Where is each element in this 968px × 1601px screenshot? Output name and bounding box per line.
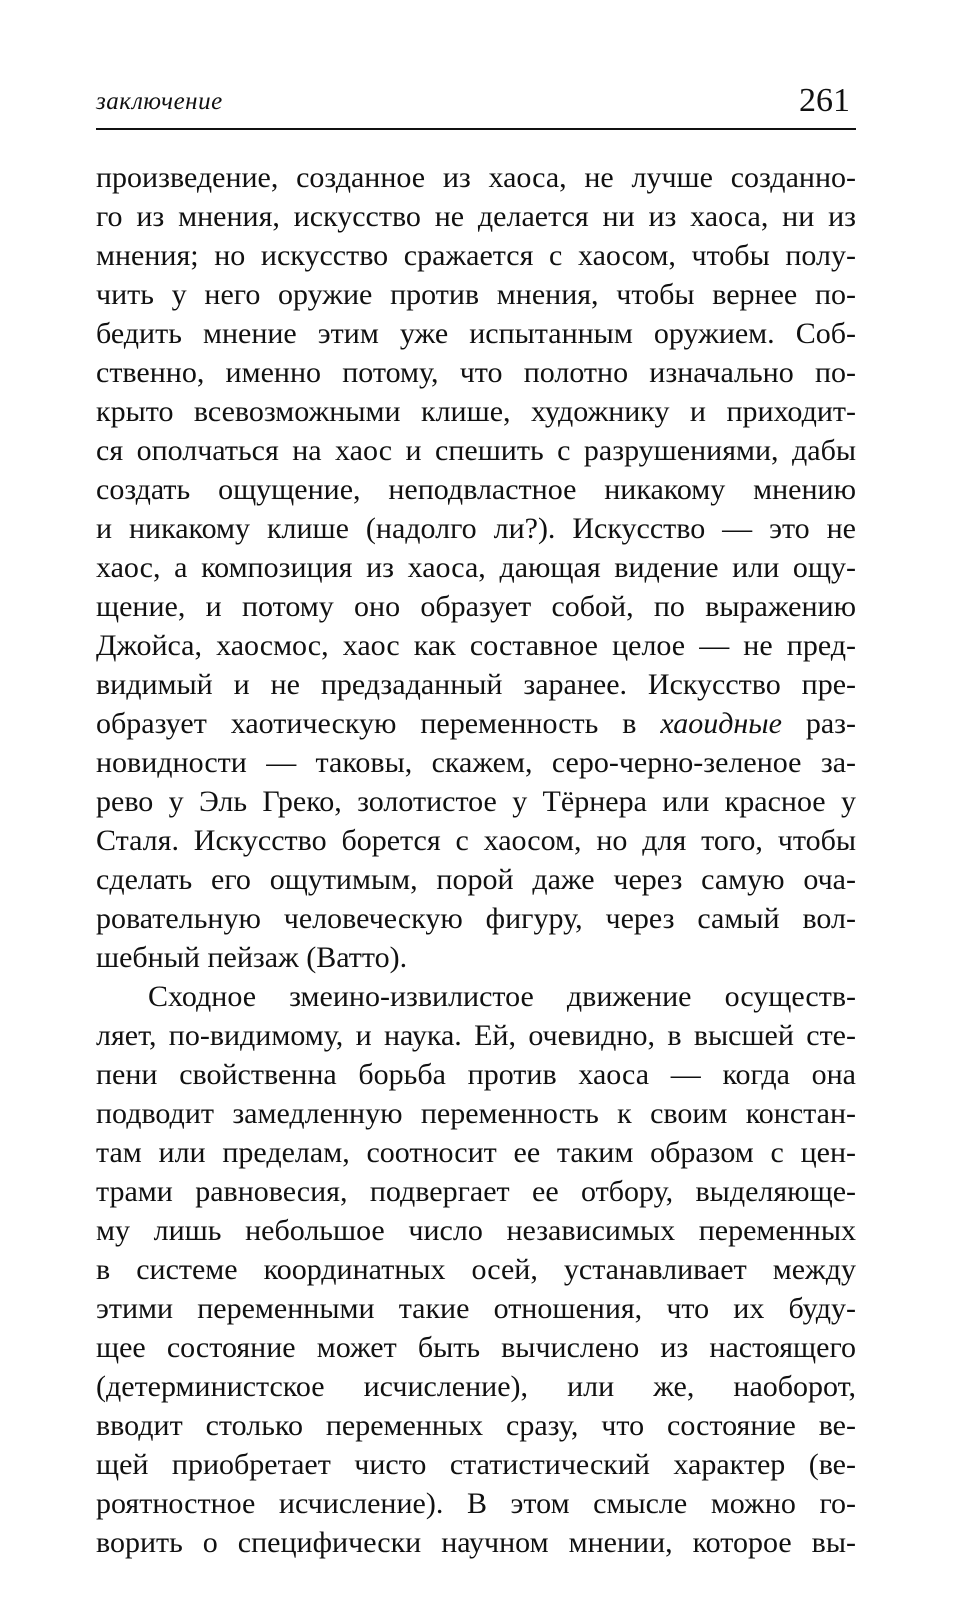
text-line: там или пределам, соотносит ее таким образом с цен- [96, 1136, 856, 1169]
text-line: крыто всевозможными клише, художнику и приходит- [96, 395, 856, 428]
text-fragment: образует хаотическую переменность в [96, 707, 661, 740]
text-line: ляет, по-видимому, и наука. Ей, очевидно, в высшей сте- [96, 1019, 856, 1052]
text-line: ственно, именно потому, что полотно изначально по- [96, 356, 856, 389]
text-line: подводит замедленную переменность к своим констан- [96, 1097, 856, 1130]
text-line: трами равновесия, подвергает ее отбору, выделяюще- [96, 1175, 856, 1208]
text-line: му лишь небольшое число независимых переменных [96, 1214, 856, 1247]
text-line: мнения; но искусство сражается с хаосом, чтобы полу- [96, 239, 856, 272]
emphasized-word: хаоидные [660, 707, 782, 740]
page-number: 261 [799, 82, 850, 119]
text-line: ся ополчаться на хаос и спешить с разрушениями, дабы [96, 434, 856, 467]
body-text [96, 158, 856, 1562]
text-line: щее состояние может быть вычислено из настоящего [96, 1331, 856, 1364]
text-line: рево у Эль Греко, золотистое у Тёрнера или красное у [96, 785, 856, 818]
text-line: го из мнения, искусство не делается ни из хаоса, ни из [96, 200, 856, 233]
text-line: Сталя. Искусство борется с хаосом, но для того, чтобы [96, 824, 856, 857]
text-line: хаос, а композиция из хаоса, дающая видение или ощу- [96, 551, 856, 584]
text-line: создать ощущение, неподвластное никакому мнению [96, 473, 856, 506]
text-line: ровательную человеческую фигуру, через самый вол- [96, 902, 856, 935]
text-line: вводит столько переменных сразу, что состояние ве- [96, 1409, 856, 1442]
text-line: бедить мнение этим уже испытанным оружием. Соб- [96, 317, 856, 350]
section-title: заключение [96, 88, 223, 115]
text-line: щей приобретает чисто статистический характер (ве- [96, 1448, 856, 1481]
text-line: и никакому клише (надолго ли?). Искусство — это не [96, 512, 856, 545]
text-line: произведение, созданное из хаоса, не лучше созданно- [96, 161, 856, 194]
text-line: шебный пейзаж (Ватто). [96, 941, 408, 974]
text-line: (детерминистское исчисление), или же, наоборот, [96, 1370, 856, 1403]
text-line: в системе координатных осей, устанавливает между [96, 1253, 856, 1286]
text-line: ворить о специфически научном мнении, которое вы- [96, 1526, 856, 1559]
text-line: щение, и потому оно образует собой, по выражению [96, 590, 856, 623]
text-line: Сходное змеино-извилистое движение осуществ- [148, 980, 856, 1013]
running-head [96, 80, 856, 130]
text-line-with-emphasis [96, 704, 856, 743]
text-line: пени свойственна борьба против хаоса — когда она [96, 1058, 856, 1091]
text-fragment: раз- [781, 707, 857, 740]
text-line: видимый и не предзаданный заранее. Искусство пре- [96, 668, 856, 701]
text-line: Джойса, хаосмос, хаос как составное целое — не пред- [96, 629, 856, 662]
text-line: этими переменными такие отношения, что их буду- [96, 1292, 856, 1325]
text-line: роятностное исчисление). В этом смысле можно го- [96, 1487, 856, 1520]
text-line: новидности — таковы, скажем, серо-черно-зеленое за- [96, 746, 856, 779]
text-line: чить у него оружие против мнения, чтобы вернее по- [96, 278, 856, 311]
text-line: сделать его ощутимым, порой даже через самую оча- [96, 863, 856, 896]
